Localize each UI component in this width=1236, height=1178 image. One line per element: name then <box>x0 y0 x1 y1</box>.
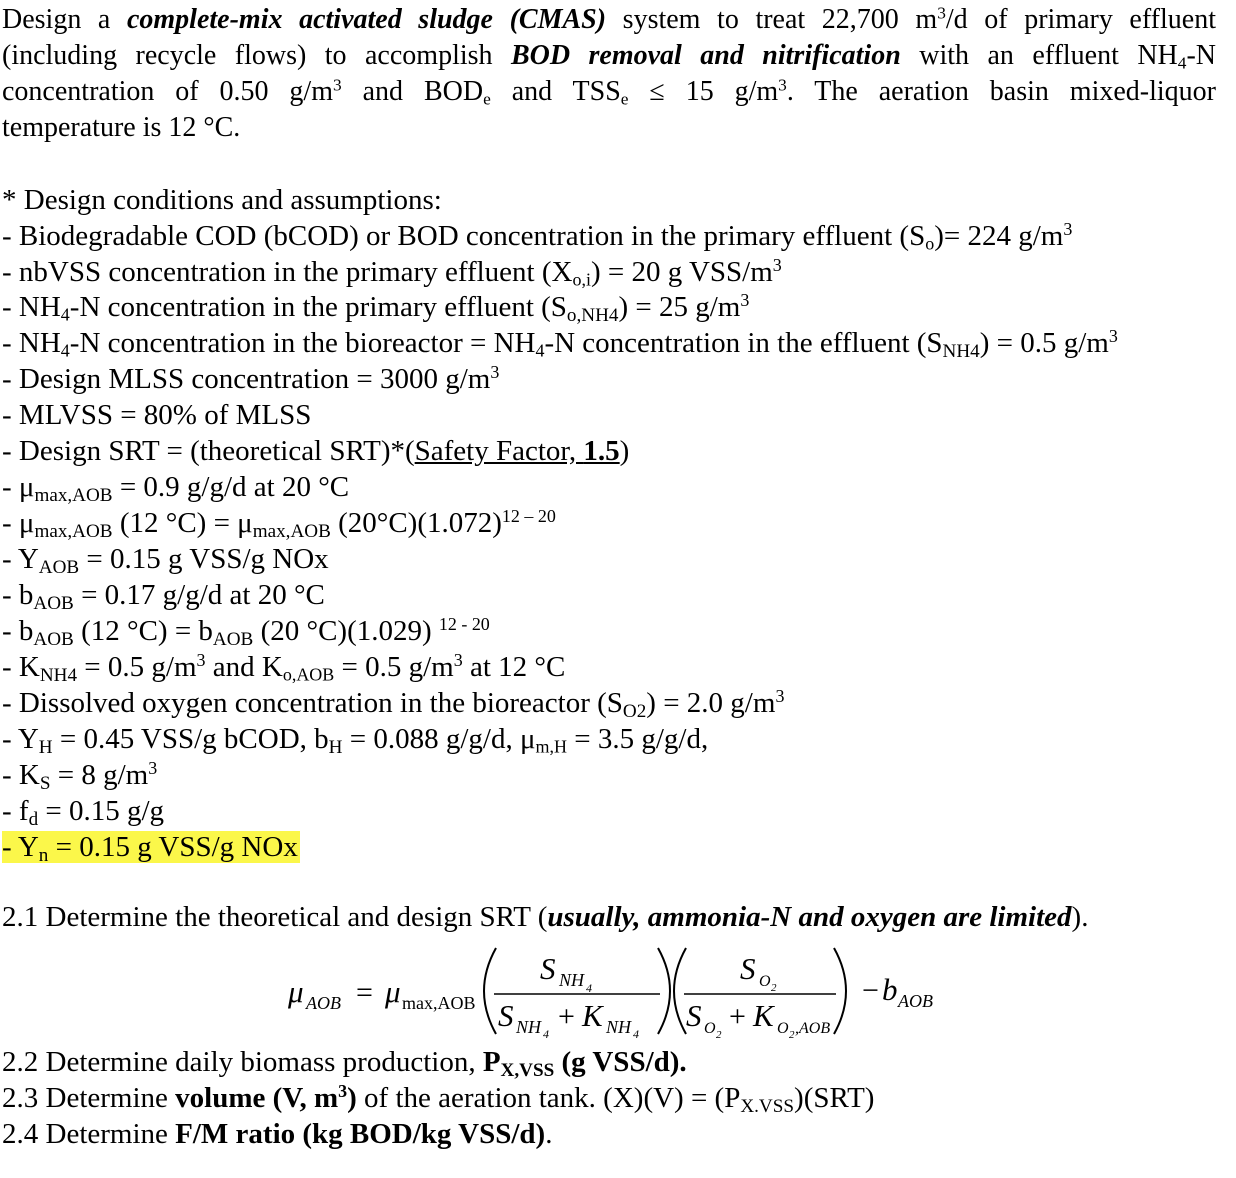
eq-2-sub-den: 2 <box>716 1029 722 1041</box>
eq-paren-right-1 <box>658 948 670 1034</box>
eq-k-2-sub: 2 <box>789 1029 795 1041</box>
eq-minus: − <box>862 974 879 1007</box>
condition-design-srt: - Design SRT = (theoretical SRT)*(Safety Factor, 1.5) <box>2 435 630 467</box>
condition-ks: - $K_S = 8$ $g/m^3$ <box>2 758 158 794</box>
condition-baob-20: - $b_{AOB} = 0.17$ g/g/d at 20 °C <box>2 579 325 614</box>
eq-paren-left-1 <box>484 948 496 1034</box>
intro-line-3: concentration of 0.50 $g/m^3$ and $BOD_e$ and $TSS_e \le 15$ $g/m^3$. The aeration basin mixed-liquor <box>2 75 1216 109</box>
eq-4-sub-num: 4 <box>586 981 592 995</box>
intro-line-2: (including recycle flows) to accomplish BOD removal and nitrification with an effluent $NH_4-N$ <box>2 40 1216 73</box>
eq-paren-right-2 <box>834 948 846 1034</box>
condition-half-saturation: - $K_{NH4} = 0.5$ $g/m^3$ and $K_{o,AOB} = 0.5$ $g/m^3$ at 12 °C <box>2 650 566 686</box>
condition-yaob: - $Y_{AOB} = 0.15$ g VSS/g NOx <box>2 543 329 578</box>
eq-k-o2-sub: O <box>777 1020 789 1037</box>
eq-nh4-sub-den: NH <box>516 1017 542 1037</box>
condition-mumax-20: - $\mu_{max,AOB} = 0.9$ g/g/d at 20 °C <box>2 471 350 506</box>
eq-s-o2-num: S <box>740 951 756 986</box>
question-2-4: 2.4 Determine F/M ratio (kg BOD/kg VSS/d). <box>2 1118 553 1150</box>
question-2-2: 2.2 Determine daily biomass production, $P_{X,VSS}$ (g VSS/d). <box>2 1046 687 1081</box>
eq-equals: = <box>356 976 373 1009</box>
eq-max-aob-sub: max,AOB <box>402 993 476 1013</box>
eq-paren-left-2 <box>674 948 686 1034</box>
condition-nh4-bioreactor: - $NH_4-N$ concentration in the bioreactor = $NH_4-N$ concentration in the effluent $(S_{NH4}) = 0.5$ $g/m^3$ <box>2 326 1118 362</box>
question-2-3: 2.3 Determine volume (V, $m^3$) of the aeration tank. $(X)(V) = (P_{X.VSS})(SRT)$ <box>2 1081 875 1117</box>
eq-b: b <box>882 972 898 1007</box>
eq-mu-max: μ <box>385 974 401 1009</box>
monod-equation <box>288 934 948 1044</box>
condition-mumax-12: - $\mu_{max,AOB}$ (12 $^\circ C) = \mu_{max,AOB}$ $(20^\circ C)(1.072)^{12 - 20}$ <box>2 506 556 542</box>
eq-s-nh4-den: S <box>498 998 514 1033</box>
condition-dissolved-oxygen: - Dissolved oxygen concentration in the bioreactor $(S_{O2}) = 2.0$ $g/m^3$ <box>2 686 785 722</box>
question-2-1: 2.1 Determine the theoretical and design SRT (usually, ammonia-N and oxygen are limited). <box>2 901 1089 933</box>
eq-s-nh4-num: S <box>540 951 556 986</box>
condition-heterotroph-kinetics: - $Y_H = 0.45$ VSS/g bCOD, $b_H = 0.088$ g/g/d, $\mu_{m,H} = 3.5$ g/g/d, <box>2 723 709 758</box>
eq-aob-sub: AOB <box>306 993 341 1013</box>
eq-k-o2: K <box>753 998 774 1033</box>
condition-mlvss: - MLVSS = 80% of MLSS <box>2 399 312 431</box>
condition-baob-12: - $b_{AOB}$ (12 $^\circ C) = b_{AOB}$ (20 °C)(1.029) $^{12 - 20}$ <box>2 614 490 650</box>
eq-nh4-sub-num: NH <box>559 970 585 990</box>
eq-2-sub-num: 2 <box>771 982 777 994</box>
conditions-heading: * Design conditions and assumptions: <box>2 184 442 216</box>
condition-nbvss: - nbVSS concentration in the primary effluent $(X_{o,i}) = 20$ g VSS/$m^3$ <box>2 255 782 290</box>
eq-k-nh4-sub: NH <box>606 1017 632 1037</box>
eq-o2-sub-num: O <box>759 973 771 990</box>
condition-bcod: - Biodegradable COD (bCOD) or BOD concentration in the primary effluent $(S_o)= 224$ $g/m^3$ <box>2 219 1073 254</box>
eq-plus-1: + <box>558 1000 575 1033</box>
condition-mlss: - Design MLSS concentration = 3000 $g/m^3$ <box>2 362 500 395</box>
eq-plus-2: + <box>729 1000 746 1033</box>
eq-k-4-sub: 4 <box>633 1027 639 1041</box>
eq-b-aob-sub: AOB <box>898 991 933 1011</box>
eq-4-sub-den: 4 <box>543 1027 549 1041</box>
eq-k-nh4: K <box>582 998 603 1033</box>
eq-s-o2-den: S <box>686 998 702 1033</box>
eq-o2-sub-den: O <box>704 1020 716 1037</box>
intro-line-1: Design a complete-mix activated sludge (CMAS) system to treat 22,700 $m^3/d$ of primary effluent <box>2 3 1216 35</box>
condition-fd: - $f_d = 0.15$ g/g <box>2 795 165 830</box>
condition-nh4-primary: - $NH_4-N$ concentration in the primary effluent $(S_{o,NH4}) = 25$ $g/m^3$ <box>2 290 750 326</box>
eq-mu: μ <box>288 974 304 1009</box>
intro-line-4: temperature is 12 °C. <box>2 112 241 143</box>
condition-yn-highlighted <box>2 829 300 865</box>
eq-k-aob-sub: ,AOB <box>795 1020 831 1037</box>
highlight: - $Y_n = 0.15$ g VSS/g NOx <box>2 831 298 866</box>
